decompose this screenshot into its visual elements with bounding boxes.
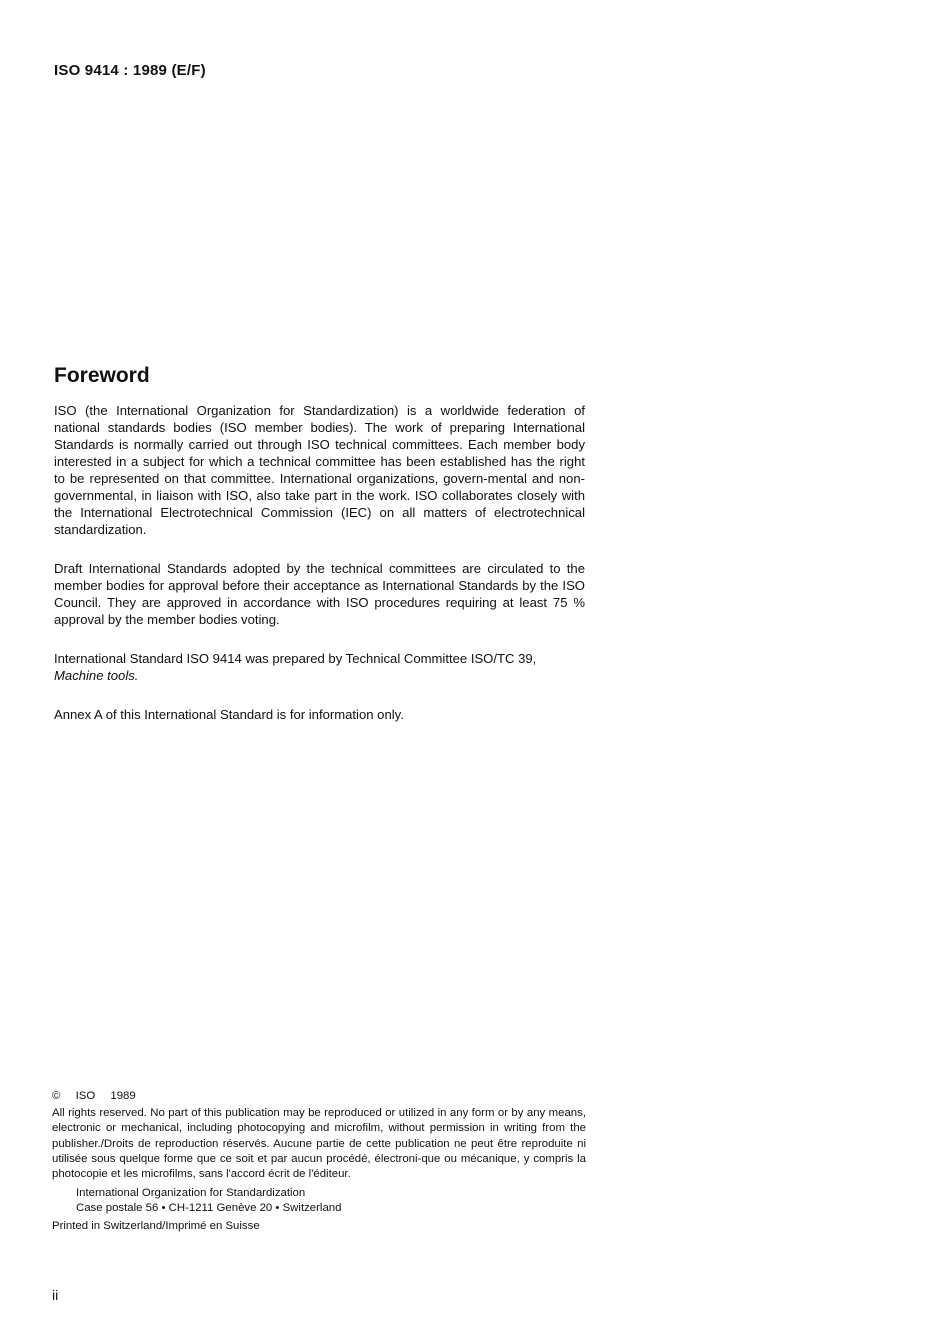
- publisher-organization: International Organization for Standardization: [76, 1187, 306, 1200]
- committee-name: Machine tools.: [54, 668, 139, 683]
- copyright-year: 1989: [110, 1090, 136, 1102]
- document-header: ISO 9414 : 1989 (E/F): [54, 62, 206, 79]
- copyright-owner: ISO: [75, 1090, 96, 1102]
- prepared-by-text: International Standard ISO 9414 was prepared by Technical Committee ISO/TC 39,: [54, 651, 537, 666]
- foreword-paragraph-2: Draft International Standards adopted by the technical committees are circulated to the member bodies for approval before their acceptance as International Standards by the ISO Council. They are approved in accordance with ISO procedures requiring at least 75 % approval by the member bodies voting.: [54, 561, 585, 627]
- foreword-paragraph-4: Annex A of this International Standard is for information only.: [54, 707, 404, 722]
- copyright-notice: [52, 1089, 586, 1104]
- foreword-body: [54, 402, 585, 745]
- rights-statement: All rights reserved. No part of this publication may be reproduced or utilized in any form or by any means, electronic or mechanical, including photocopying and microfilm, without permission in writing from the publisher./Droits de reproduction réservés. Aucune partie de cette publication ne peut être reproduite ni utilisée sous quelque forme que ce soit et par aucun procédé, électroni-que ou mécanique, y compris la photocopie et les microfilms, sans l'accord écrit de l'éditeur.: [52, 1107, 586, 1181]
- printed-notice: Printed in Switzerland/Imprimé en Suisse: [52, 1219, 260, 1232]
- page-number: ii: [52, 1287, 59, 1303]
- copyright-symbol: ©: [52, 1090, 61, 1102]
- foreword-paragraph-3: [54, 650, 585, 684]
- publisher-address: Case postale 56 • CH-1211 Genève 20 • Switzerland: [76, 1202, 342, 1215]
- copyright-block: [52, 1089, 586, 1234]
- foreword-title: Foreword: [54, 364, 150, 387]
- foreword-paragraph-1: ISO (the International Organization for Standardization) is a worldwide federation of national standards bodies (ISO member bodies). The work of preparing International Standards is normally carried out through ISO technical committees. Each member body interested in a subject for which a technical committee has been established has the right to be represented on that committee. International organizations, govern-mental and non-governmental, in liaison with ISO, also take part in the work. ISO collaborates closely with the International Electrotechnical Commission (IEC) on all matters of electrotechnical standardization.: [54, 403, 585, 537]
